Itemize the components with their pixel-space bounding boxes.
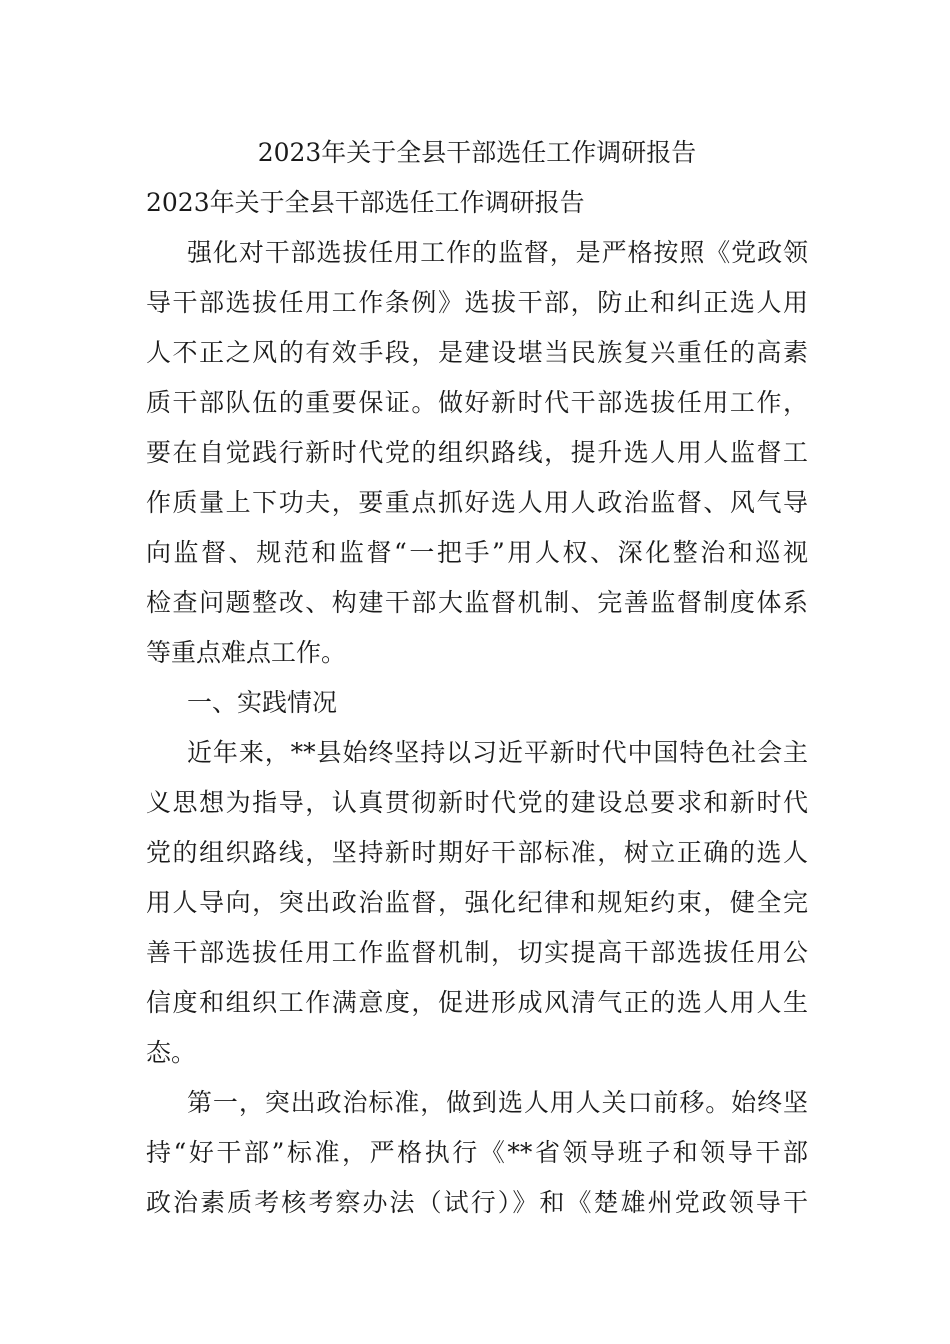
text-line: 检查问题整改、构建干部大监督机制、完善监督制度体系 (146, 588, 808, 617)
text-line: 质干部队伍的重要保证。做好新时代干部选拔任用工作， (146, 388, 808, 417)
text-line: 政治素质考核考察办法（试行）》和《楚雄州党政领导干 (146, 1188, 808, 1217)
text-line: 强化对干部选拔任用工作的监督，是严格按照《党政领 (187, 238, 808, 267)
paragraph-first-point (146, 1078, 808, 1228)
document-body (146, 128, 808, 1228)
document-subtitle: 2023年关于全县干部选任工作调研报告 (146, 188, 585, 217)
text-line: 导干部选拔任用工作条例》选拔干部，防止和纠正选人用 (146, 288, 808, 317)
text-line: 态。 (146, 1038, 197, 1067)
text-line: 善干部选拔任用工作监督机制，切实提高干部选拔任用公 (146, 938, 808, 967)
document-title: 2023年关于全县干部选任工作调研报告 (257, 138, 697, 167)
text-line: 要在自觉践行新时代党的组织路线，提升选人用人监督工 (146, 438, 808, 467)
text-line: 作质量上下功夫，要重点抓好选人用人政治监督、风气导 (146, 488, 808, 517)
paragraph-intro (146, 228, 808, 678)
paragraph-recent-years (146, 728, 808, 1078)
text-line: 近年来，**县始终坚持以习近平新时代中国特色社会主 (187, 738, 808, 767)
section-heading: 一、实践情况 (187, 688, 338, 717)
text-line: 信度和组织工作满意度，促进形成风清气正的选人用人生 (146, 988, 808, 1017)
text-line: 用人导向，突出政治监督，强化纪律和规矩约束，健全完 (146, 888, 808, 917)
section-heading-practice (146, 678, 808, 728)
text-line: 第一，突出政治标准，做到选人用人关口前移。始终坚 (187, 1088, 808, 1117)
text-line: 向监督、规范和监督“一把手”用人权、深化整治和巡视 (146, 538, 808, 567)
text-line: 持“好干部”标准，严格执行《**省领导班子和领导干部 (146, 1138, 808, 1167)
text-line: 人不正之风的有效手段，是建设堪当民族复兴重任的高素 (146, 338, 808, 367)
text-line: 等重点难点工作。 (146, 638, 347, 667)
text-line: 党的组织路线，坚持新时期好干部标准，树立正确的选人 (146, 838, 808, 867)
text-line: 义思想为指导，认真贯彻新时代党的建设总要求和新时代 (146, 788, 808, 817)
